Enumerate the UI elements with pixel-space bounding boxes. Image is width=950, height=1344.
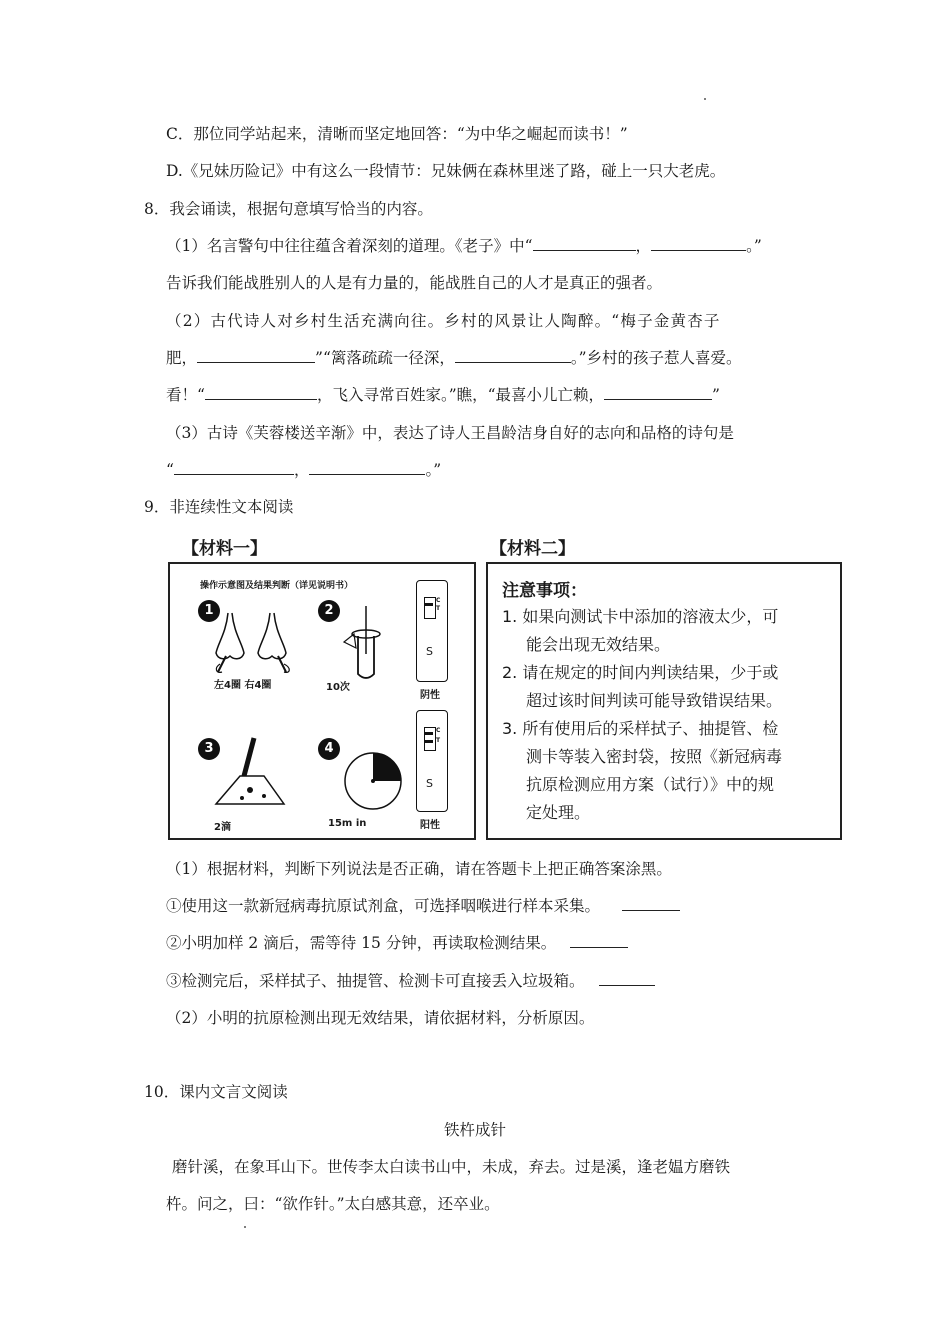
test-line: [425, 740, 433, 743]
result-window: [424, 597, 436, 619]
passage-title: 铁杵成针: [443, 1121, 506, 1139]
dropper-icon: [210, 734, 290, 814]
notice-item-1b: 能会出现无效结果。: [526, 635, 671, 654]
q8-text: “: [166, 461, 174, 479]
passage-line-1: 磨针溪，在象耳山下。世传李太白读书山中，未成，弃去。过是溪，逢老媪方磨铁: [172, 1158, 731, 1176]
step-2-badge: 2: [318, 600, 340, 622]
passage-line-2: 杵。问之，曰：“欲作针。”太白感其意，还卒业。: [166, 1195, 500, 1213]
notice-item-3b: 测卡等装入密封袋，按照《新冠病毒: [526, 747, 783, 766]
material1-title: 【材料一】: [182, 539, 267, 559]
step-3-label: 2滴: [214, 822, 231, 833]
negative-label: 阴性: [420, 690, 440, 701]
notice-item-2a: 2. 请在规定的时间内判读结果，少于或: [502, 663, 779, 682]
step-1-label: 左4圈 右4圈: [214, 680, 272, 691]
answer-blank[interactable]: [533, 236, 636, 251]
answer-blank[interactable]: [622, 896, 680, 911]
statement-text: ②小明加样 2 滴后，需等待 15 分钟，再读取检测结果。: [166, 934, 557, 952]
step-1-badge: 1: [198, 600, 220, 622]
step-4-badge: 4: [318, 738, 340, 760]
page-dot: [244, 1226, 246, 1228]
notice-item-2b: 超过该时间判读可能导致错误结果。: [526, 691, 783, 710]
q8-text: ，: [293, 461, 310, 479]
answer-blank[interactable]: [570, 933, 628, 948]
q9-part1: （1）根据材料，判断下列说法是否正确，请在答题卡上把正确答案涂黑。: [166, 860, 672, 878]
material2-title: 【材料二】: [490, 539, 575, 559]
answer-blank[interactable]: [651, 236, 746, 251]
option-c: C．那位同学站起来，清晰而坚定地回答：“为中华之崛起而读书！”: [166, 125, 628, 143]
answer-blank[interactable]: [309, 460, 425, 475]
sample-well-mark: S: [426, 777, 433, 790]
positive-label: 阳性: [420, 820, 440, 831]
q8-text: 。”乡村的孩子惹人喜爱。: [570, 349, 742, 367]
notice-item-3d: 定处理。: [526, 803, 591, 822]
notice-item-3c: 抗原检测应用方案（试行）》中的规: [526, 775, 775, 794]
test-card-negative: [416, 580, 448, 682]
q9-part2: （2）小明的抗原检测出现无效结果，请依据材料，分析原因。: [166, 1009, 595, 1027]
page-dot: [704, 98, 706, 100]
q8-part3-line1: （3）古诗《芙蓉楼送辛渐》中，表达了诗人王昌龄洁身自好的志向和品格的诗句是: [166, 424, 734, 442]
step-3-badge: 3: [198, 738, 220, 760]
extraction-tube-icon: [340, 604, 390, 684]
statement-text: ③检测完后，采样拭子、抽提管、检测卡可直接丢入垃圾箱。: [166, 972, 585, 990]
q9-statement-1: [166, 896, 680, 916]
material1-figure: [168, 562, 476, 840]
step-2-label: 10次: [326, 682, 350, 693]
answer-blank[interactable]: [455, 348, 571, 363]
control-line: [425, 732, 433, 735]
notice-item-3a: 3. 所有使用后的采样拭子、抽提管、检: [502, 719, 779, 738]
card-c-mark: C: [436, 597, 441, 604]
test-card-positive: [416, 710, 448, 812]
notice-item-1a: 1. 如果向测试卡中添加的溶液太少，可: [502, 607, 779, 626]
question-9: 9．非连续性文本阅读: [144, 498, 294, 516]
nose-swab-icon: [206, 608, 306, 678]
card-t-mark: T: [436, 737, 441, 744]
q8-part3-line2: [166, 460, 441, 480]
material2-notice: [486, 562, 842, 840]
q8-part1-line1: [166, 236, 762, 256]
answer-blank[interactable]: [174, 460, 294, 475]
q8-text: ”: [712, 386, 720, 404]
answer-blank[interactable]: [604, 385, 712, 400]
option-d: D.《兄妹历险记》中有这么一段情节：兄妹俩在森林里迷了路，碰上一只大老虎。: [166, 162, 726, 180]
q9-statement-3: [166, 971, 655, 991]
q8-comma: ，: [635, 237, 652, 255]
sample-well-mark: S: [426, 645, 433, 658]
question-8: 8．我会诵读，根据句意填写恰当的内容。: [144, 200, 433, 218]
timer-clock-icon: [342, 750, 404, 812]
answer-blank[interactable]: [599, 971, 655, 986]
q8-text: 肥，: [166, 349, 198, 367]
answer-blank[interactable]: [197, 348, 315, 363]
q8-part1-line2: 告诉我们能战胜别人的人是有力量的，能战胜自己的人才是真正的强者。: [166, 274, 663, 292]
q8-part2-line2: [166, 348, 742, 368]
q8-text: ”“篱落疏疏一径深，: [315, 349, 455, 367]
q8-close-quote: 。”: [746, 237, 762, 255]
q9-statement-2: [166, 933, 628, 953]
step-4-label: 15m in: [328, 818, 367, 829]
figure-header: 操作示意图及结果判断（详见说明书）: [200, 581, 354, 591]
card-c-mark: C: [436, 727, 441, 734]
q8-part1-text: （1）名言警句中往往蕴含着深刻的道理。《老子》中“: [166, 237, 533, 255]
q8-text: 看！“: [166, 386, 205, 404]
result-window: [424, 727, 436, 751]
q8-text: 。”: [425, 461, 442, 479]
notice-title: 注意事项：: [502, 581, 587, 601]
statement-text: ①使用这一款新冠病毒抗原试剂盒，可选择咽喉进行样本采集。: [166, 897, 601, 915]
q8-text: ，飞入寻常百姓家。”瞧，“最喜小儿亡赖，: [316, 386, 605, 404]
q8-part2-line3: [166, 385, 720, 405]
question-10: 10．课内文言文阅读: [144, 1083, 288, 1101]
card-t-mark: T: [436, 605, 441, 612]
answer-blank[interactable]: [205, 385, 317, 400]
control-line: [425, 603, 433, 606]
q8-part2-line1: （2）古代诗人对乡村生活充满向往。乡村的风景让人陶醉。“梅子金黄杏子: [166, 312, 721, 330]
